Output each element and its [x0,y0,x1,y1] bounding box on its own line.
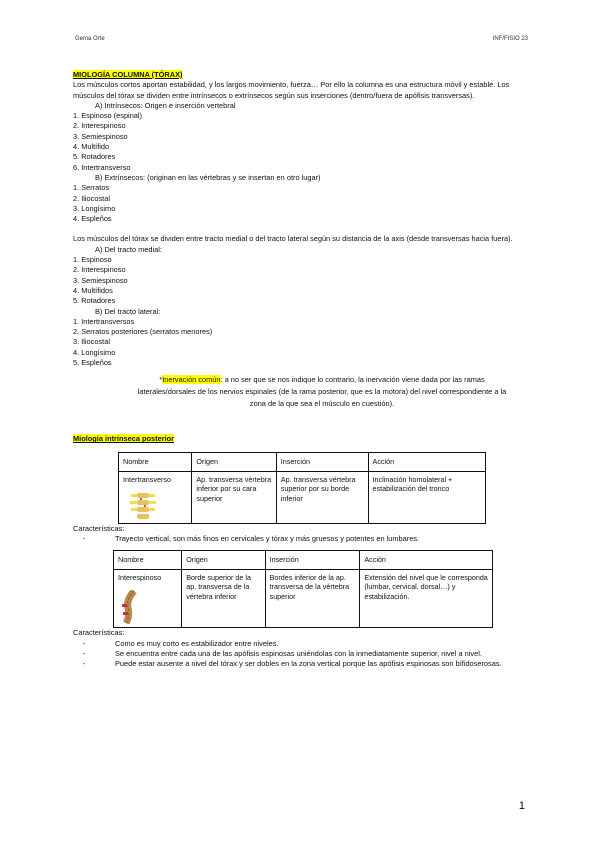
list-item: 3. Longísimo [73,203,116,213]
table-cell: Ap. transversa vértebra superior por su borde inferior [276,471,368,524]
medial-heading: A) Del tracto medial: [95,244,162,254]
bullet-dash: - [83,648,86,658]
list-item: 1. Intertransversos [73,316,135,326]
table-cell [119,471,192,524]
page-title: MIOLOGÍA COLUMNA (TÓRAX) [73,70,183,79]
list-item: 4. Multífidos [73,285,113,295]
list-item: 4. Multífido [73,142,110,152]
lateral-heading: B) Del tracto lateral: [95,306,161,316]
document-body [73,70,533,669]
bullet-dash: - [83,638,86,648]
bullet-dash: - [83,534,86,544]
list-item: 2. Interespinoso [73,121,126,131]
note-highlight: Inervación común [162,375,221,385]
bullet-text: Puede estar ausente a nivel del tórax y ser dobles en la zona vertical porque las apófisis espinosas son bífidoserosas. [115,659,502,669]
table-header: Nombre [114,550,182,569]
note-asterisk: * [159,375,163,385]
page-number: 1 [518,800,525,812]
muscle-name: Intertransverso [123,474,171,484]
list-item: 2. Interespinoso [73,265,126,275]
section-heading: Miología intrínseca posterior [73,434,175,444]
table-cell: Ap. transversa vértebra inferior por su cara superior [192,471,276,524]
list-item: 5. Rotadores [73,152,116,162]
table-cell: Bordes inferior de la ap. transversa de la vértebra superior [265,569,360,628]
header-author: Gema Orte [75,36,105,42]
table-header: Inserción [265,550,360,569]
list-item: 3. Iliocostal [73,337,110,347]
bullet-item [73,659,533,669]
bullet-text: Como es muy corto es estabilizador entre niveles. [115,638,279,648]
list-item: 1. Serratos [73,183,110,193]
table-cell: Borde superior de la ap. transversa de la vértebra inferior [182,569,265,628]
table-header: Acción [360,550,493,569]
table-header: Origen [192,452,276,471]
intertransverso-table [118,452,486,525]
header-course: INF/FISIO 23 [492,36,528,42]
interespinoso-table [113,550,493,629]
note-text: : a no ser que se nos indique lo contrario, la inervación viene dada por las ramas laterales/dorsales de los nervios espinales (de la rama posterior, que es la motora) del nivel correspondiente a la zona de la que sea el músculo en cuestión). [137,375,507,409]
muscle-name: Interespinoso [118,572,162,582]
bullet-item [73,649,533,659]
intro-paragraph: Los músculos cortos aportan estabilidad, y los largos movimiento, fuerza… Por ello la columna es una estructura móvil y estable. Los músculos del tórax se dividen entre intrínsecos o extrínsecos según sus inserciones (dentro/fuera de apófisis transversas). [73,80,510,100]
list-item: 1. Espinoso [73,255,112,265]
list-item: 1. Espinoso (espinal) [73,111,143,121]
table-cell: Inclinación homolateral + estabilización del tronco [368,471,485,524]
bullet-text: Se encuentra entre cada una de las apófisis espinosas uniéndolas con la inmediatamente superior, nivel a nivel. [115,648,482,658]
table-cell: Extensión del nivel que le corresponda (lumbar, cervical, dorsal…) y estabilización. [360,569,493,628]
table-header: Origen [182,550,265,569]
bullet-dash: - [83,659,86,669]
list-item: 3. Semiespinoso [73,275,128,285]
bullet-item [73,639,533,649]
list-item: 2. Iliocostal [73,193,110,203]
group-a-heading: A) Intrínsecos: Origen e inserción vertebral [95,100,236,110]
list-item: 5. Espleños [73,358,112,368]
list-item: 5. Rotadores [73,296,116,306]
table-header: Inserción [276,452,368,471]
table-cell [114,569,182,628]
characteristics-label: Características: [73,628,125,638]
list-item: 3. Semiespinoso [73,131,128,141]
division-paragraph: Los músculos del tórax se dividen entre tracto medial o del tracto lateral según su distancia de la axis (desde transversas hacia fuera). [73,234,513,244]
table-header: Nombre [119,452,192,471]
spine-illustration [123,492,163,520]
group-b-heading: B) Extrínsecos: (originan en las vértebras y se insertan en otro lugar) [95,172,321,182]
table-header: Acción [368,452,485,471]
list-item: 4. Longísimo [73,347,116,357]
list-item: 2. Serratos posteriores (serratos menores) [73,327,213,337]
innervation-note [133,374,511,410]
characteristics-label: Características: [73,524,125,534]
spine-illustration [118,590,144,624]
bullet-text: Trayecto vertical, son más finos en cervicales y tórax y más gruesos y potentes en lumbares. [115,534,420,544]
list-item: 6. Intertransverso [73,162,131,172]
bullet-item [73,534,533,544]
list-item: 4. Espleños [73,214,112,224]
